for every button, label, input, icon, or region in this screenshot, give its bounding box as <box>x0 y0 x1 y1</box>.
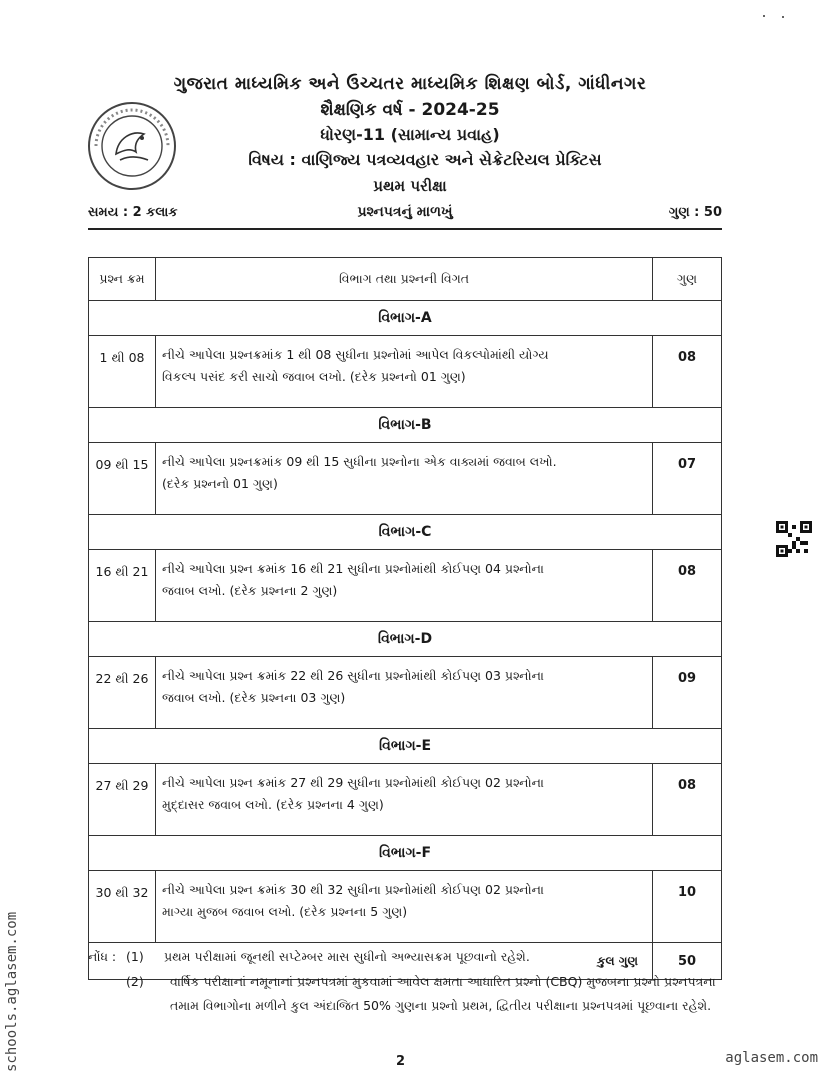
table-row <box>89 764 722 836</box>
question-range: 16 થી 21 <box>89 550 156 622</box>
speck <box>782 16 784 18</box>
side-watermark: schools.aglasem.com <box>4 911 20 1072</box>
section-row <box>89 622 722 657</box>
description-line: મુદ્દાસર જવાબ લખો. (દરેક પ્રશ્નના 4 ગુણ) <box>162 797 384 812</box>
description-line: જવાબ લખો. (દરેક પ્રશ્નના 03 ગુણ) <box>162 690 346 705</box>
question-marks: 09 <box>653 657 722 729</box>
page-number: 2 <box>396 1054 406 1069</box>
note-number: (1) <box>126 949 144 964</box>
table-row <box>89 657 722 729</box>
description-line: નીચે આપેલા પ્રશ્નક્રમાંક 09 થી 15 સુધીના પ્રશ્નોના એક વાક્યમાં જવાબ લખો. <box>162 454 557 469</box>
section-row <box>89 729 722 764</box>
question-description <box>156 657 653 729</box>
table-row <box>89 871 722 943</box>
section-row <box>89 515 722 550</box>
question-marks: 10 <box>653 871 722 943</box>
description-line: નીચે આપેલા પ્રશ્ન ક્રમાંક 30 થી 32 સુધીના પ્રશ્નોમાંથી કોઈપણ 02 પ્રશ્નોના <box>162 882 544 897</box>
question-range: 22 થી 26 <box>89 657 156 729</box>
subject: વિષય : વાણિજ્ય પત્રવ્યવહાર અને સેક્રેટરિયલ પ્રેક્ટિસ <box>248 150 602 169</box>
description-line: નીચે આપેલા પ્રશ્ન ક્રમાંક 27 થી 29 સુધીના પ્રશ્નોમાંથી કોઈપણ 02 પ્રશ્નોના <box>162 775 544 790</box>
header-divider <box>88 228 722 230</box>
table-row <box>89 336 722 408</box>
section-title: વિભાગ-F <box>89 836 722 871</box>
header-question-no: પ્રશ્ન ક્રમ <box>89 258 156 301</box>
question-marks: 08 <box>653 764 722 836</box>
question-structure-table <box>88 257 722 980</box>
time-allowed: સમય : 2 કલાક <box>88 205 178 220</box>
section-title: વિભાગ-E <box>89 729 722 764</box>
question-description <box>156 336 653 408</box>
table-row <box>89 443 722 515</box>
description-line: નીચે આપેલા પ્રશ્ન ક્રમાંક 22 થી 26 સુધીના પ્રશ્નોમાંથી કોઈપણ 03 પ્રશ્નોના <box>162 668 544 683</box>
header-description: વિભાગ તથા પ્રશ્નની વિગત <box>156 258 653 301</box>
question-description <box>156 550 653 622</box>
description-line: (દરેક પ્રશ્નનો 01 ગુણ) <box>162 476 278 491</box>
section-title: વિભાગ-D <box>89 622 722 657</box>
qr-code-icon <box>776 521 812 557</box>
description-line: નીચે આપેલા પ્રશ્નક્રમાંક 1 થી 08 સુધીના પ્રશ્નોમાં આપેલ વિકલ્પોમાંથી યોગ્ય <box>162 347 549 362</box>
question-range: 1 થી 08 <box>89 336 156 408</box>
section-row <box>89 301 722 336</box>
note-number: (2) <box>126 974 144 989</box>
question-marks: 08 <box>653 550 722 622</box>
exam-name: પ્રથમ પરીક્ષા <box>373 177 447 195</box>
section-row <box>89 836 722 871</box>
paper-structure-title: પ્રશ્નપત્રનું માળખું <box>357 204 453 220</box>
section-title: વિભાગ-A <box>89 301 722 336</box>
header-marks: ગુણ <box>653 258 722 301</box>
question-description <box>156 764 653 836</box>
notes-label: નોંધ : <box>88 949 117 964</box>
question-range: 30 થી 32 <box>89 871 156 943</box>
standard: ધોરણ-11 (સામાન્ય પ્રવાહ) <box>320 125 500 144</box>
description-line: માગ્યા મુજબ જવાબ લખો. (દરેક પ્રશ્નના 5 ગુણ) <box>162 904 408 919</box>
board-title: ગુજરાત માધ્યમિક અને ઉચ્ચતર માધ્યમિક શિક્ષણ બોર્ડ, ગાંધીનગર <box>173 74 647 94</box>
academic-year: શૈક્ષણિક વર્ષ - 2024-25 <box>320 100 500 120</box>
speck <box>763 15 765 17</box>
total-marks: ગુણ : 50 <box>668 205 722 220</box>
note-1 <box>126 945 722 969</box>
table-header-row <box>89 258 722 301</box>
question-range: 09 થી 15 <box>89 443 156 515</box>
section-title: વિભાગ-C <box>89 515 722 550</box>
section-row <box>89 408 722 443</box>
note-text: પ્રથમ પરીક્ષામાં જૂનથી સપ્ટેમ્બર માસ સુધીનો અભ્યાસક્રમ પૂછવાનો રહેશે. <box>163 949 530 964</box>
question-description <box>156 443 653 515</box>
table-row <box>89 550 722 622</box>
description-line: જવાબ લખો. (દરેક પ્રશ્નના 2 ગુણ) <box>162 583 338 598</box>
question-description <box>156 871 653 943</box>
question-range: 27 થી 29 <box>89 764 156 836</box>
note-text: વાર્ષિક પરીક્ષાનાં નમૂનાનાં પ્રશ્નપત્રમાં મુકવામાં આવેલ ક્ષમતા આધારિત પ્રશ્નો (CBQ) મુજબના પ્રશ્નો પ્રશ્નપત્રના તમામ વિભાગોના મળીને કુલ અંદાજિત 50% ગુણના પ્રશ્નો પ્રથમ, દ્વિતીય પરીક્ષાના પ્રશ્નપત્રમાં પૂછવાના રહેશે. <box>170 974 716 1013</box>
meta-row <box>88 205 722 227</box>
description-line: વિકલ્પ પસંદ કરી સાચો જવાબ લખો. (દરેક પ્રશ્નનો 01 ગુણ) <box>162 369 466 384</box>
question-marks: 07 <box>653 443 722 515</box>
section-title: વિભાગ-B <box>89 408 722 443</box>
description-line: નીચે આપેલા પ્રશ્ન ક્રમાંક 16 થી 21 સુધીના પ્રશ્નોમાંથી કોઈપણ 04 પ્રશ્નોના <box>162 561 544 576</box>
total-value: 50 <box>653 943 722 980</box>
question-marks: 08 <box>653 336 722 408</box>
total-label: કુલ ગુણ <box>89 943 653 980</box>
note-2 <box>126 970 722 1018</box>
corner-watermark: aglasem.com <box>725 1050 818 1066</box>
